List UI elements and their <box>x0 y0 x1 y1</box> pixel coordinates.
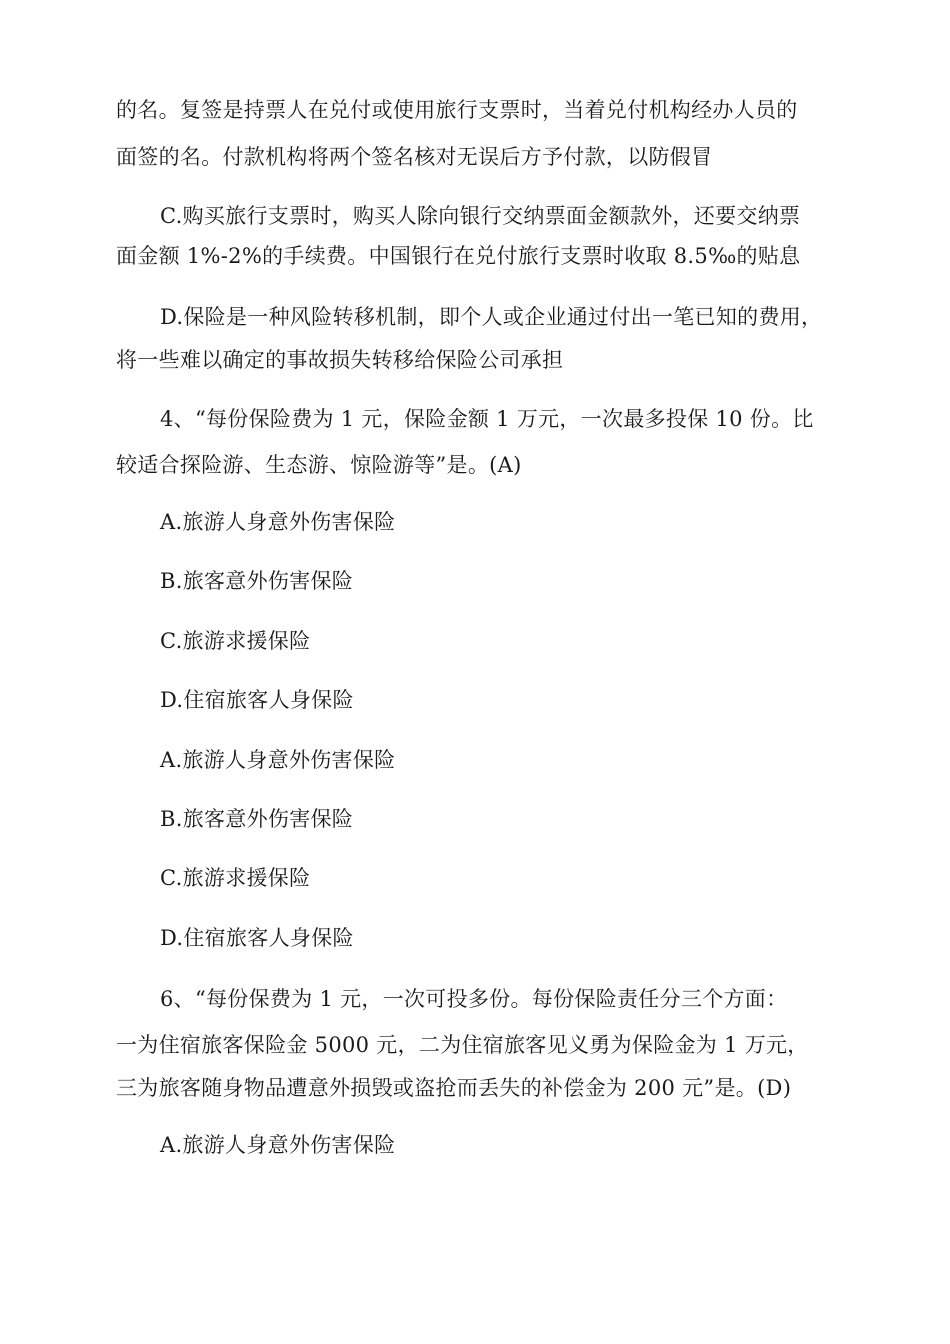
answer-option-b: B.旅客意外伤害保险 <box>160 807 354 831</box>
option-d-line: D.保险是一种风险转移机制，即个人或企业通过付出一笔已知的费用， <box>160 305 823 329</box>
answer-option-c: C.旅游求援保险 <box>160 629 311 653</box>
question-6-line: 一为住宿旅客保险金 5000 元，二为住宿旅客见义勇为保险金为 1 万元， <box>116 1033 809 1057</box>
answer-option-d: D.住宿旅客人身保险 <box>160 926 354 950</box>
question-6-line: 6、“每份保费为 1 元，一次可投多份。每份保险责任分三个方面： <box>160 987 788 1011</box>
option-d-line: 将一些难以确定的事故损失转移给保险公司承担 <box>116 348 564 372</box>
question-6-line: 三为旅客随身物品遭意外损毁或盗抢而丢失的补偿金为 200 元”是。(D) <box>116 1076 792 1100</box>
paragraph-line: 面签的名。付款机构将两个签名核对无误后方予付款，以防假冒 <box>116 145 713 169</box>
option-c-line: 面金额 1%-2%的手续费。中国银行在兑付旅行支票时收取 8.5‰的贴息 <box>116 244 801 268</box>
option-c-line: C.购买旅行支票时，购买人除向银行交纳票面金额款外，还要交纳票 <box>160 204 801 228</box>
paragraph-line: 的名。复签是持票人在兑付或使用旅行支票时，当着兑付机构经办人员的 <box>116 98 798 122</box>
answer-option-a: A.旅游人身意外伤害保险 <box>160 748 396 772</box>
answer-option-a: A.旅游人身意外伤害保险 <box>160 510 396 534</box>
question-4-line: 4、“每份保险费为 1 元，保险金额 1 万元，一次最多投保 10 份。比 <box>160 407 814 431</box>
answer-option-c: C.旅游求援保险 <box>160 866 311 890</box>
question-4-line: 较适合探险游、生态游、惊险游等”是。(A) <box>116 453 522 477</box>
answer-option-a: A.旅游人身意外伤害保险 <box>160 1133 396 1157</box>
answer-option-d: D.住宿旅客人身保险 <box>160 688 354 712</box>
answer-option-b: B.旅客意外伤害保险 <box>160 569 354 593</box>
